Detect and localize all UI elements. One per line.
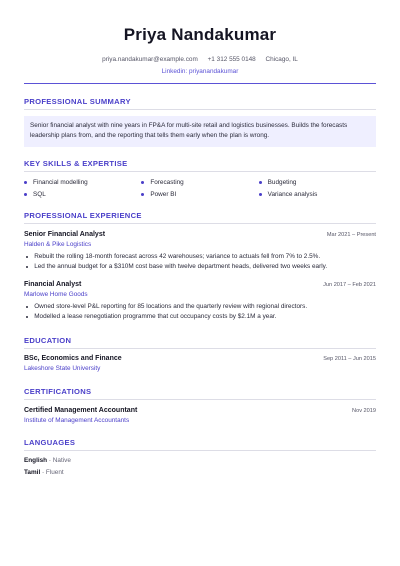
bullet-dot-icon [26, 306, 28, 308]
section-title-experience: PROFESSIONAL EXPERIENCE [24, 210, 142, 220]
skill-label: Power BI [150, 190, 177, 198]
section-title-certifications: CERTIFICATIONS [24, 387, 92, 397]
section-title-education: EDUCATION [24, 335, 72, 345]
section-title-languages: LANGUAGES [24, 438, 76, 448]
job-title: Senior Financial Analyst [24, 230, 106, 238]
skill-item [24, 190, 141, 200]
job-title: Financial Analyst [24, 280, 82, 288]
section-divider [24, 399, 376, 400]
bullet-text: Owned store-level P&L reporting for 85 locations and the quarterly review with regional directors. [34, 302, 308, 310]
phone-number: +1 312 555 0148 [207, 56, 256, 63]
job-entry [24, 280, 376, 323]
bullet-dot-icon [141, 181, 144, 184]
contact-line [24, 56, 376, 64]
section-divider [24, 171, 376, 172]
company-name: Marlowe Home Goods [24, 290, 88, 298]
section-title-skills: KEY SKILLS & EXPERTISE [24, 158, 128, 168]
email-link[interactable]: priya.nandakumar@example.com [102, 56, 198, 63]
skill-label: Financial modelling [33, 178, 88, 186]
location: Chicago, IL [265, 56, 298, 63]
bullet-dot-icon [26, 266, 28, 268]
section-title-summary: PROFESSIONAL SUMMARY [24, 97, 131, 107]
skill-item [141, 190, 258, 200]
bullet-dot-icon [141, 193, 144, 196]
skill-item [24, 178, 141, 188]
job-entry [24, 230, 376, 273]
list-item [24, 262, 376, 273]
skills-grid [24, 178, 376, 200]
bullet-dot-icon [259, 181, 262, 184]
education-section [24, 336, 376, 374]
certifications-section [24, 387, 376, 425]
summary-text: Senior financial analyst with nine years in FP&A for multi-site retail and logistics businesses. Builds the forecasts leadership plans from, and the reporting that tells them early when the plan is wrong. [24, 116, 376, 147]
bullet-dot-icon [26, 256, 28, 258]
bullet-text: Led the annual budget for a $310M cost base with twelve department heads, delivered two weeks early. [34, 263, 328, 271]
language-name: Tamil [24, 468, 41, 476]
languages-section [24, 438, 376, 477]
skill-label: Variance analysis [267, 190, 318, 198]
job-dates: Mar 2021 – Present [326, 231, 376, 238]
language-level: Native [52, 456, 71, 464]
bullet-text: Modelled a lease renegotiation programme that cut occupancy costs by $2.1M a year. [34, 313, 277, 321]
header-divider [24, 83, 376, 84]
section-divider [24, 348, 376, 349]
skill-label: SQL [33, 190, 46, 198]
skill-item [259, 190, 376, 200]
language-name: English [24, 456, 48, 464]
skill-label: Budgeting [267, 178, 297, 186]
list-item [24, 312, 376, 323]
certification-name: Certified Management Accountant [24, 407, 138, 415]
bullet-dot-icon [24, 193, 27, 196]
language-level: Fluent [45, 468, 64, 476]
language-item: English · Native [24, 456, 71, 464]
degree-name: BSc, Economics and Finance [24, 355, 122, 363]
linkedin-link[interactable]: Linkedin: priyanandakumar [161, 68, 239, 75]
skill-item [141, 178, 258, 188]
section-divider [24, 450, 376, 451]
job-dates: Jun 2017 – Feb 2021 [323, 281, 376, 288]
list-item [24, 252, 376, 263]
certification-date: Nov 2019 [352, 408, 376, 415]
bullet-dot-icon [24, 181, 27, 184]
skills-section [24, 159, 376, 200]
bullet-text: Rebuilt the rolling 18-month forecast across 42 warehouses; variance to actuals fell from 7% to 2.5%. [34, 252, 321, 260]
language-item: Tamil · Fluent [24, 468, 64, 476]
bullet-dot-icon [259, 193, 262, 196]
certification-issuer: Institute of Management Accountants [24, 417, 130, 425]
summary-section [24, 97, 376, 147]
section-divider [24, 223, 376, 224]
section-divider [24, 109, 376, 110]
company-name: Halden & Pike Logistics [24, 240, 92, 248]
experience-section [24, 211, 376, 323]
school-name: Lakeshore State University [24, 365, 101, 373]
bullet-dot-icon [26, 316, 28, 318]
candidate-name: Priya Nandakumar [123, 25, 277, 44]
skill-item [259, 178, 376, 188]
list-item [24, 302, 376, 313]
education-dates: Sep 2011 – Jun 2015 [323, 356, 376, 363]
skill-label: Forecasting [150, 178, 184, 186]
